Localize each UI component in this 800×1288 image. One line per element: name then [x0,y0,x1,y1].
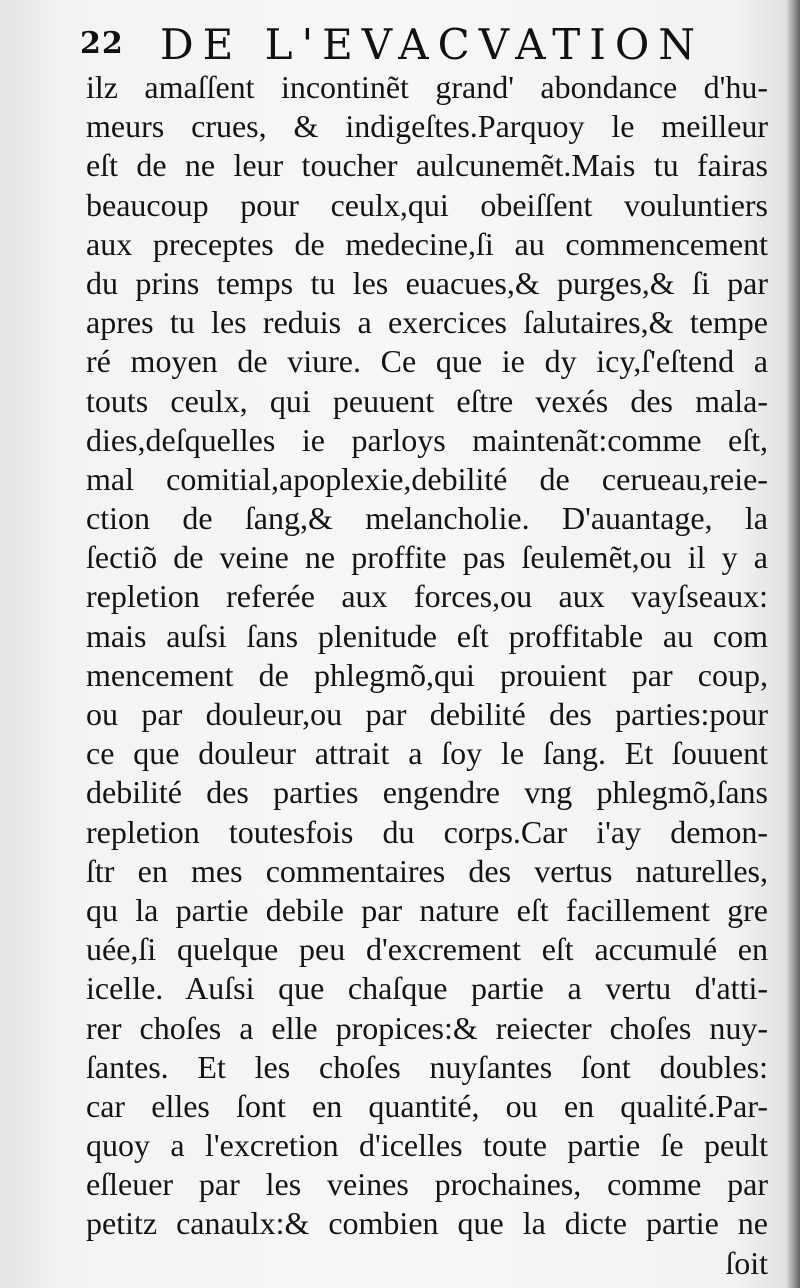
text-line: icelle. Auſsi que chaſque partie a vertu d'atti- [86,970,768,1007]
text-line: repletion referée aux forces,ou aux vayſseaux: [86,578,768,615]
text-line: debilité des parties engendre vng phlegmõ,ſans [86,774,768,811]
text-line: ilz amaſſent incontinẽt grand' abondance d'hu- [86,69,768,105]
text-line: ou par douleur,ou par debilité des parties:pour [86,696,768,732]
text-line: ſantes. Et les choſes nuyſantes ſont doubles: [86,1048,768,1085]
catchword: ſoit [725,1244,768,1281]
text-line: apres tu les reduis a exercices ſalutaires,& tempe [86,304,768,341]
text-line: ré moyen de viure. Ce que ie dy icy,ſ'eſtend a [86,343,768,380]
text-line: du prins temps tu les euacues,& purges,& ſi par [86,264,768,301]
text-line: petitz canaulx:& combien que la dicte partie ne [86,1205,768,1242]
text-line: rer choſes a elle propices:& reiecter choſes nuy- [86,1009,768,1046]
text-line: repletion toutesfois du corps.Car i'ay demon- [86,813,768,850]
text-line: aux preceptes de medecine,ſi au commencement [86,225,768,262]
text-line: touts ceulx, qui peuuent eſtre vexés des mala- [86,382,768,419]
text-line: meurs crues, & indigeſtes.Parquoy le meilleur [86,108,768,145]
page-number: 22 [80,26,124,61]
text-line: ction de ſang,& melancholie. D'auantage, la [86,500,768,537]
text-line: ſtr en mes commentaires des vertus naturelles, [86,852,768,889]
text-line: mencement de phlegmõ,qui prouient par coup, [86,656,768,693]
text-line: car elles ſont en quantité, ou en qualité.Par- [86,1087,768,1124]
text-line: eſleuer par les veines prochaines, comme par [86,1166,768,1203]
text-line: mais auſsi ſans plenitude eſt proffitable au com [86,617,768,654]
text-line: ce que douleur attrait a ſoy le ſang. Et ſouuent [86,735,768,772]
text-line: dies,deſquelles ie parloys maintenãt:comme eſt, [86,421,768,458]
text-line: beaucoup pour ceulx,qui obeiſſent vouluntiers [86,186,768,223]
text-line: uée,ſi quelque peu d'excrement eſt accumulé en [86,931,768,968]
text-line: qu la partie debile par nature eſt facillement gre [86,891,768,928]
page-header [80,14,770,70]
text-line: eſt de ne leur toucher aulcunemẽt.Mais tu fairas [86,147,768,184]
text-line: ſectiõ de veine ne proffite pas ſeulemẽt,ou il y a [86,539,768,576]
text-line: quoy a l'excretion d'icelles toute partie ſe peult [86,1127,768,1164]
body-text [86,68,768,1283]
text-line: mal comitial,apoplexie,debilité de cerueau,reie- [86,460,768,497]
running-title: DE L'EVACVATION [160,20,705,69]
